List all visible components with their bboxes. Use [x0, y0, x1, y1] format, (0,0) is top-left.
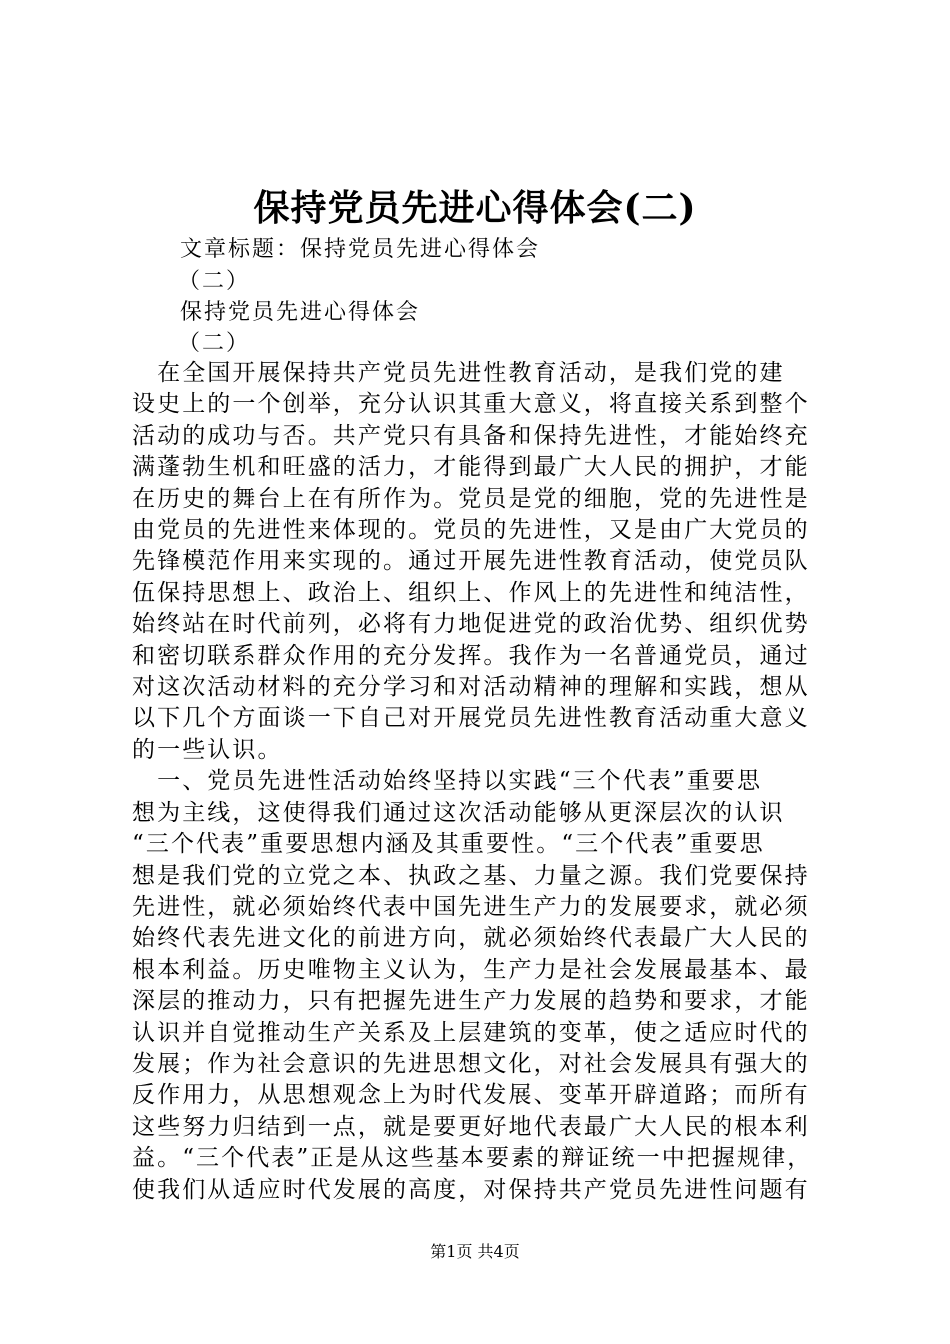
text-line: 发展；作为社会意识的先进思想文化，对社会发展具有强大的 [132, 1050, 810, 1077]
text-line: 根本利益。历史唯物主义认为，生产力是社会发展最基本、最 [132, 956, 810, 983]
text-line: 想为主线，这使得我们通过这次活动能够从更深层次的认识 [132, 799, 785, 826]
paragraph [132, 358, 834, 766]
text-line: 先进性，就必须始终代表中国先进生产力的发展要求，就必须 [132, 893, 810, 920]
text-line: 和密切联系群众作用的充分发挥。我作为一名普通党员，通过 [132, 642, 810, 669]
text-line: 反作用力，从思想观念上为时代发展、变革开辟道路；而所有 [132, 1082, 810, 1109]
body-text [132, 358, 834, 1206]
text-line: 在历史的舞台上在有所作为。党员是党的细胞，党的先进性是 [132, 485, 810, 512]
text-line: 始终站在时代前列，必将有力地促进党的政治优势、组织优势 [132, 611, 810, 638]
text-line: 以下几个方面谈一下自己对开展党员先进性教育活动重大意义 [132, 705, 810, 732]
subtitle-line: （二） [178, 269, 251, 294]
text-line: 由党员的先进性来体现的。党员的先进性，又是由广大党员的 [132, 517, 810, 544]
heading-line: 保持党员先进心得体会 [180, 300, 421, 325]
text-line: 设史上的一个创举，充分认识其重大意义，将直接关系到整个 [132, 391, 810, 418]
paragraph [132, 766, 834, 1206]
text-line: 使我们从适应时代发展的高度，对保持共产党员先进性问题有 [132, 1176, 810, 1203]
text-line: 一、党员先进性活动始终坚持以实践“三个代表”重要思 [132, 768, 763, 795]
text-line: 始终代表先进文化的前进方向，就必须始终代表最广大人民的 [132, 925, 810, 952]
text-line: 伍保持思想上、政治上、组织上、作风上的先进性和纯洁性， [132, 579, 810, 606]
text-line: 这些努力归结到一点，就是要更好地代表最广大人民的根本利 [132, 1113, 810, 1140]
text-line: 在全国开展保持共产党员先进性教育活动，是我们党的建 [132, 360, 785, 386]
document-title: 保持党员先进心得体会(二) [253, 187, 697, 229]
article-title-line: 文章标题：保持党员先进心得体会 [180, 237, 541, 262]
text-line: 益。“三个代表”正是从这些基本要素的辩证统一中把握规律， [132, 1145, 813, 1172]
text-line: 深层的推动力，只有把握先进生产力发展的趋势和要求，才能 [132, 988, 810, 1015]
heading-sub-line: （二） [178, 331, 251, 356]
text-line: “三个代表”重要思想内涵及其重要性。“三个代表”重要思 [132, 831, 765, 858]
text-line: 想是我们党的立党之本、执政之基、力量之源。我们党要保持 [132, 862, 810, 889]
text-line: 认识并自觉推动生产关系及上层建筑的变革，使之适应时代的 [132, 1019, 810, 1046]
text-line: 先锋模范作用来实现的。通过开展先进性教育活动，使党员队 [132, 548, 810, 575]
page-footer: 第1页 共4页 [430, 1242, 520, 1261]
text-line: 对这次活动材料的充分学习和对活动精神的理解和实践，想从 [132, 674, 810, 701]
text-line: 的一些认识。 [132, 736, 283, 763]
text-line: 满蓬勃生机和旺盛的活力，才能得到最广大人民的拥护，才能 [132, 454, 810, 481]
text-line: 活动的成功与否。共产党只有具备和保持先进性，才能始终充 [132, 422, 810, 449]
